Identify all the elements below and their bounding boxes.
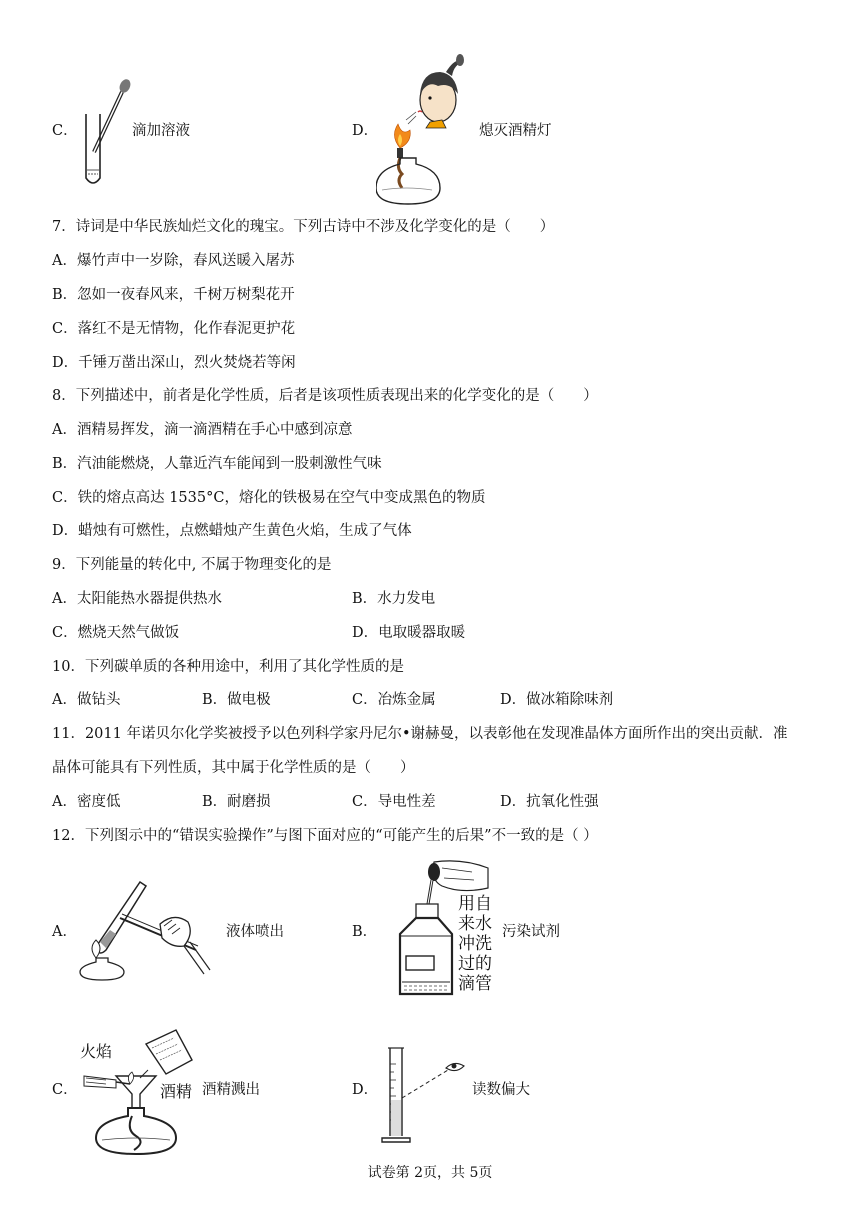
- option-c-caption: 滴加溶液: [132, 123, 190, 139]
- dropper-test-tube-figure: [80, 78, 136, 190]
- q12-option-b-letter: B．: [352, 924, 378, 940]
- q9-option-d: D．电取暖器取暖: [352, 625, 466, 641]
- q10-option-d: D．做冰箱除味剂: [500, 692, 614, 708]
- alcohol-label: 酒精: [160, 1082, 193, 1101]
- q8-option-d: D．蜡烛有可燃性，点燃蜡烛产生黄色火焰，生成了气体: [52, 523, 412, 539]
- q9-option-b: B．水力发电: [352, 591, 436, 607]
- q7-option-d: D．千锤万凿出深山，烈火焚烧若等闲: [52, 355, 296, 371]
- q8-option-c: C．铁的熔点高达 1535°C，熔化的铁极易在空气中变成黑色的物质: [52, 490, 486, 506]
- option-d-letter: D．: [352, 123, 379, 139]
- q11-stem-line1: 11．2011 年诺贝尔化学奖被授予以色列科学家丹尼尔•谢赫曼，以表彰他在发现准晶体方面所作出的突出贡献．准: [52, 726, 788, 742]
- q12-option-d-caption: 读数偏大: [472, 1082, 530, 1098]
- q12-option-a-letter: A．: [52, 924, 77, 940]
- q12-option-b-caption: 污染试剂: [502, 924, 560, 940]
- q8-option-a: A．酒精易挥发，滴一滴酒精在手心中感到凉意: [52, 422, 353, 438]
- q7-option-b: B．忽如一夜春风来，千树万树梨花开: [52, 287, 295, 303]
- q12-option-c-letter: C．: [52, 1082, 78, 1098]
- q11-option-c: C．导电性差: [352, 794, 436, 810]
- option-c-letter: C．: [52, 123, 78, 139]
- q9-stem: 9．下列能量的转化中, 不属于物理变化的是: [52, 557, 332, 573]
- dropper-label-line-2: 来水: [458, 914, 492, 934]
- q11-option-a: A．密度低: [52, 794, 121, 810]
- q8-option-b: B．汽油能燃烧，人靠近汽车能闻到一股刺激性气味: [52, 456, 382, 472]
- add-alcohol-lamp-figure: [76, 1026, 206, 1158]
- dropper-label-line-5: 滴管: [458, 974, 492, 994]
- blow-out-lamp-figure: [376, 50, 466, 208]
- dropper-label-line-1: 用自: [458, 894, 492, 914]
- q11-option-d: D．抗氧化性强: [500, 794, 599, 810]
- q11-option-b: B．耐磨损: [202, 794, 271, 810]
- q7-option-c: C．落红不是无情物，化作春泥更护花: [52, 321, 296, 337]
- q9-option-a: A．太阳能热水器提供热水: [52, 591, 222, 607]
- option-d-caption: 熄灭酒精灯: [479, 123, 552, 139]
- dropper-label-line-4: 过的: [458, 954, 492, 974]
- dropper-label-line-3: 冲洗: [458, 934, 492, 954]
- page-footer: 试卷第 2页，共 5页: [367, 1165, 493, 1181]
- q8-stem: 8．下列描述中，前者是化学性质，后者是该项性质表现出来的化学变化的是（ ）: [52, 388, 598, 404]
- q12-option-a-caption: 液体喷出: [226, 924, 284, 940]
- q12-option-c-caption: 酒精溅出: [202, 1082, 260, 1098]
- q7-option-a: A．爆竹声中一岁除，春风送暖入屠苏: [52, 253, 295, 269]
- q9-option-c: C．燃烧天然气做饭: [52, 625, 180, 641]
- dropper-reagent-bottle-figure: [382, 858, 494, 1000]
- q11-stem-line2: 晶体可能具有下列性质，其中属于化学性质的是（ ）: [52, 760, 415, 776]
- flame-label: 火焰: [80, 1042, 113, 1061]
- q12-option-d-letter: D．: [352, 1082, 379, 1098]
- q10-stem: 10．下列碳单质的各种用途中，利用了其化学性质的是: [52, 659, 404, 675]
- q10-option-c: C．冶炼金属: [352, 692, 436, 708]
- graduated-cylinder-figure: [378, 1044, 468, 1144]
- q10-option-a: A．做钻头: [52, 692, 121, 708]
- heating-test-tube-figure: [76, 872, 216, 982]
- q10-option-b: B．做电极: [202, 692, 271, 708]
- q7-stem: 7．诗词是中华民族灿烂文化的瑰宝。下列古诗中不涉及化学变化的是（ ）: [52, 219, 555, 235]
- q12-stem: 12．下列图示中的“错误实验操作”与图下面对应的“可能产生的后果”不一致的是（ ）: [52, 828, 598, 844]
